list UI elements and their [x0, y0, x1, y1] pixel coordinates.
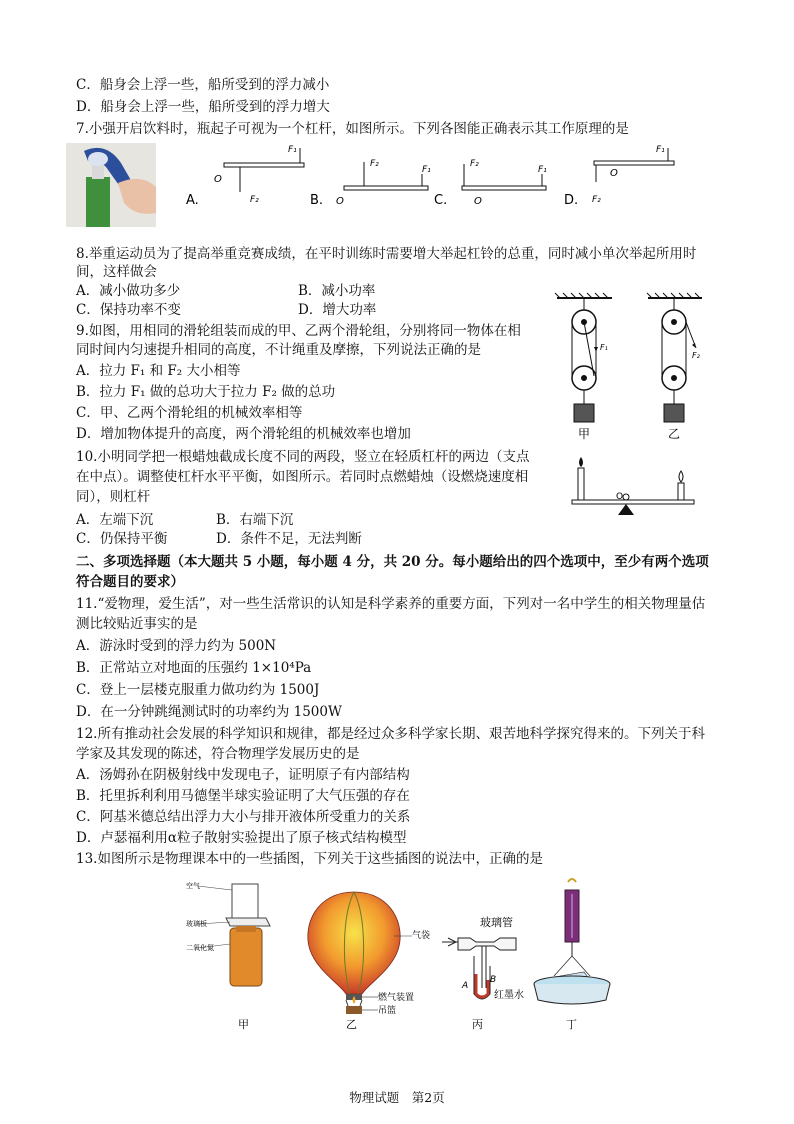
- q7b-fulcrum-label: O: [336, 196, 344, 207]
- q10-stem-line3: 同），则杠杆: [76, 489, 151, 505]
- q13-illustrations: [186, 876, 626, 1036]
- no2-label: 二氧化氮: [186, 944, 214, 952]
- q7a-f2-label: F₂: [250, 195, 259, 205]
- q8-option-b: B．减小功率: [298, 283, 376, 299]
- q9-option-b: B．拉力 F₁ 做的总功大于拉力 F₂ 做的总功: [76, 384, 336, 400]
- red-water-label: 红墨水: [494, 990, 524, 1001]
- q10-candle-lever-figure: [566, 455, 706, 521]
- air-label: 空气: [186, 882, 200, 890]
- q7d-fulcrum-label: O: [610, 168, 618, 179]
- q6-option-c: C．船身会上浮一些，船所受到的浮力减小: [76, 77, 330, 93]
- q10-lever: [572, 500, 694, 504]
- q7b-lever: [344, 186, 428, 190]
- q7c-fulcrum-label: O: [474, 196, 482, 207]
- q10-stem-line2: 在中点）。调整使杠杆水平平衡，如图所示。若同时点燃蜡烛（设燃烧速度相: [76, 469, 529, 485]
- q12-option-d: D．卢瑟福利用α粒子散射实验提出了原子核式结构模型: [76, 830, 407, 846]
- q7-option-b-label: B.: [310, 193, 324, 208]
- q7-lever-options: [178, 140, 778, 220]
- gasbag-label: 气袋: [412, 931, 431, 941]
- fulcrum-triangle: [618, 504, 634, 515]
- right-flame-icon: [679, 471, 683, 482]
- q9-f2-label: F₂: [692, 351, 700, 360]
- q8-stem-line1: 8.举重运动员为了提高举重竞赛成绩，在平时训练时需要增大举起杠铃的总重，同时减小单次举起所用时: [76, 246, 697, 262]
- q11-option-d: D．在一分钟跳绳测试时的功率约为 1500W: [76, 704, 342, 720]
- q6-option-d: D．船身会上浮一些，船所受到的浮力增大: [76, 99, 330, 115]
- page-footer: 物理试题 第2页: [349, 1090, 445, 1105]
- right-candle: [678, 483, 684, 500]
- q7-stem: 7.小强开启饮料时，瓶起子可视为一个杠杆，如图所示。下列各图能正确表示其工作原理的是: [76, 121, 629, 137]
- q12-option-c: C．阿基米德总结出浮力大小与排开液体所受重力的关系: [76, 809, 411, 825]
- bottle-opener-image: [66, 143, 156, 227]
- q12-stem-line2: 学家及其发现的陈述，符合物理学发展历史的是: [76, 746, 360, 762]
- q7c-f2-label: F₂: [470, 159, 479, 169]
- q11-option-c: C．登上一层楼克服重力做功约为 1500J: [76, 682, 320, 698]
- q7d-f1-label: F₁: [656, 145, 665, 155]
- pulley-system-jia: [572, 298, 608, 441]
- left-flame-icon: [579, 457, 583, 467]
- q9-jia-label: 甲: [578, 427, 591, 441]
- q9-yi-label: 乙: [668, 427, 681, 441]
- q11-stem-line2: 测比较贴近事实的是: [76, 616, 198, 632]
- figure-ding-label: 丁: [566, 1018, 577, 1031]
- q7-option-c-label: C.: [434, 193, 448, 208]
- section2-heading-line2: 符合题目的要求）: [76, 574, 184, 590]
- q7d-f2-label: F₂: [592, 195, 601, 205]
- q8-stem-line2: 间，这样做会: [76, 264, 157, 280]
- figure-bing-label: 丙: [472, 1018, 483, 1031]
- tube-a-label: A: [462, 981, 469, 991]
- q11-option-b: B．正常站立对地面的压强约 1×10⁴Pa: [76, 660, 312, 676]
- q7b-f1-label: F₁: [422, 165, 431, 175]
- figure-yi-hot-air-balloon: [308, 892, 430, 1031]
- left-candle: [578, 468, 584, 500]
- q8-option-c: C．保持功率不变: [76, 302, 181, 318]
- q11-option-a: A．游泳时受到的浮力约为 500N: [76, 638, 277, 654]
- q7d-lever: [594, 161, 674, 165]
- q7a-lever: [224, 163, 304, 167]
- q7-option-a-label: A.: [186, 193, 199, 208]
- q10-option-c: C．仍保持平衡: [76, 531, 168, 547]
- q9-stem-line2: 同时间内匀速提升相同的高度，不计绳重及摩擦，下列说法正确的是: [76, 342, 481, 358]
- q10-stem-line1: 10.小明同学把一根蜡烛截成长度不同的两段，竖立在轻质杠杆的两边（支点: [76, 449, 530, 465]
- q9-f1-label: F₁: [600, 343, 608, 352]
- figure-ding-spring-scale: [534, 879, 610, 1031]
- q7a-f1-label: F₁: [288, 145, 297, 155]
- q7a-fulcrum-label: O: [214, 174, 222, 185]
- q7c-f1-label: F₁: [538, 165, 547, 175]
- q10-option-b: B．右端下沉: [216, 512, 294, 528]
- figure-jia-label: 甲: [238, 1018, 249, 1031]
- q9-stem-line1: 9.如图，用相同的滑轮组装而成的甲、乙两个滑轮组，分别将同一物体在相: [76, 323, 521, 339]
- section2-heading-line1: 二、多项选择题（本大题共 5 小题，每小题 4 分，共 20 分。每小题给出的四个选项中，至少有两个选项: [76, 554, 709, 570]
- q8-option-a: A．减小做功多少: [76, 283, 181, 299]
- burner-label: 燃气装置: [378, 993, 415, 1003]
- q9-option-d: D．增加物体提升的高度，两个滑轮组的机械效率也增加: [76, 426, 411, 442]
- q13-stem: 13.如图所示是物理课本中的一些插图，下列关于这些插图的说法中，正确的是: [76, 851, 543, 867]
- q9-option-a: A．拉力 F₁ 和 F₂ 大小相等: [76, 363, 241, 379]
- q12-stem-line1: 12.所有推动社会发展的科学知识和规律，都是经过众多科学家长期、艰苦地科学探究得来的。下列关于科: [76, 726, 705, 742]
- q7c-lever: [462, 186, 546, 190]
- q12-option-b: B．托里拆利利用马德堡半球实验证明了大气压强的存在: [76, 788, 410, 804]
- q10-option-d: D．条件不足，无法判断: [216, 531, 362, 547]
- tube-b-label: B: [490, 975, 497, 985]
- bottle-opener-photo: [66, 143, 156, 227]
- pulley-system-yi: [662, 298, 701, 441]
- q7-option-d-label: D.: [564, 193, 579, 208]
- q10-fulcrum-label: O: [616, 492, 624, 502]
- q11-stem-line1: 11.“爱物理，爱生活”，对一些生活常识的认知是科学素养的重要方面，下列对一名中学生的相关物理量估: [76, 596, 706, 612]
- figure-jia-gas-diffusion: [186, 881, 270, 1031]
- figure-bing-glass-tube: [442, 915, 524, 1031]
- glass-tube-label: 玻璃管: [480, 916, 513, 929]
- q9-option-c: C．甲、乙两个滑轮组的机械效率相等: [76, 405, 303, 421]
- q9-pulley-figure: [552, 292, 712, 442]
- q7b-f2-label: F₂: [370, 159, 379, 169]
- figure-yi-label: 乙: [346, 1018, 357, 1031]
- q12-option-a: A．汤姆孙在阴极射线中发现电子，证明原子有内部结构: [76, 767, 410, 783]
- basket-label: 吊篮: [378, 1006, 397, 1016]
- q8-option-d: D．增大功率: [298, 302, 377, 318]
- glass-plate-label: 玻璃板: [186, 920, 207, 928]
- q10-option-a: A．左端下沉: [76, 512, 154, 528]
